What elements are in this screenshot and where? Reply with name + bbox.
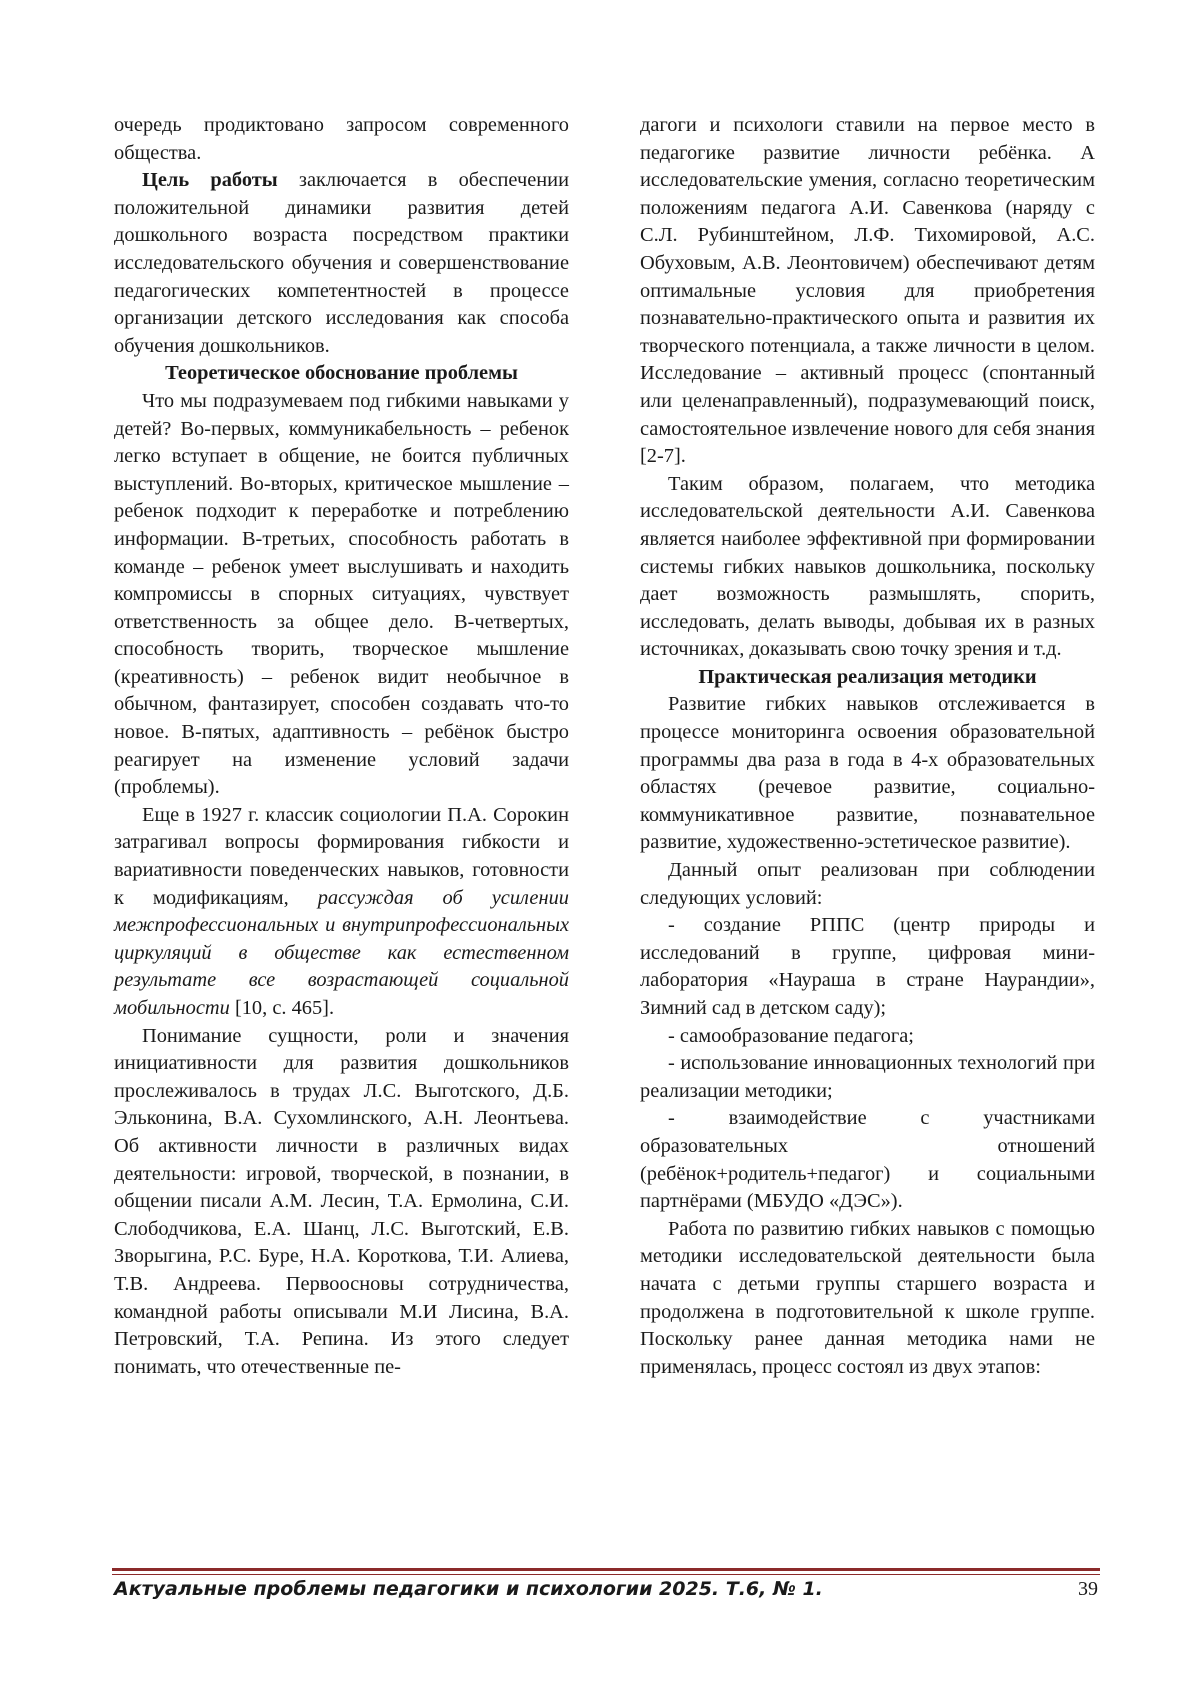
footer-rule-thick <box>112 1568 1100 1571</box>
sorokin-text-start: Еще в 1927 г. классик социологии П.А. Сорокин затрагивал вопросы формирования гибкости и вариативности поведенческих навыков, готовности к модификациям, <box>114 803 569 909</box>
paragraph: Таким образом, полагаем, что методика исследовательской деятельности А.И. Савенкова является наиболее эффективной при формировании системы гибких навыков дошкольника, поскольку дает возможность размышлять, спорить, исследовать, делать выводы, добывая их в разных источниках, доказывать свою точку зрения и т.д. <box>640 472 1095 661</box>
paragraph: очередь продиктовано запросом современного общества. <box>114 114 569 164</box>
list-item: - самообразование педагога; <box>668 1024 914 1047</box>
paragraph: Понимание сущности, роли и значения инициативности для развития дошкольников прослеживалось в трудах Л.С. Выготского, Д.Б. Эльконина, В.А. Сухомлинского, А.Н. Леонтьева. Об активности личности в различных видах деятельности: игровой, творческой, в познании, в общении писали А.М. Лесин, Т.А. Ермолина, С.И. Слободчикова, Е.А. Шанц, Л.С. Выготский, Е.В. Зворыгина, Р.С. Буре, Н.А. Короткова, Т.И. Алиева, Т.В. Андреева. Первоосновы сотрудничества, командной работы описывали М.И Лисина, В.А. Петровский, Т.А. Репина. Из этого следует понимать, что отечественные пе- <box>114 1024 569 1378</box>
list-item: - взаимодействие с участниками образовательных отношений (ребёнок+родитель+педагог) и социальными партнёрами (МБУДО «ДЭС»). <box>640 1107 1095 1213</box>
paragraph: Данный опыт реализован при соблюдении следующих условий: <box>640 859 1095 909</box>
footer-rule-thin <box>112 1574 1100 1575</box>
sorokin-paragraph <box>114 802 569 1023</box>
journal-title: Актуальные проблемы педагогики и психологии 2025. Т.6, № 1. <box>114 1578 823 1600</box>
left-column <box>114 112 569 1381</box>
list-item: - использование инновационных технологий при реализации методики; <box>640 1052 1095 1102</box>
goal-text: заключается в обеспечении положительной динамики развития детей дошкольного возраста посредством практики исследовательского обучения и совершенствование педагогических компетентностей в процессе организации детского исследования как способа обучения дошкольников. <box>114 169 569 357</box>
sorokin-quote: рассуждая об усилении межпрофессиональных и внутрипрофессиональных циркуляций в обществе как естественном результате все возрастающей социальной мобильности <box>114 886 569 1019</box>
list-item: - создание РППС (центр природы и исследований в группе, цифровая мини-лаборатория «Наураша в стране Наурандии», Зимний сад в детском саду); <box>640 914 1095 1019</box>
goal-paragraph <box>114 167 569 360</box>
paragraph: дагоги и психологи ставили на первое место в педагогике развитие личности ребёнка. А исследовательские умения, согласно теоретическим положениям педагога А.И. Савенкова (наряду с С.Л. Рубинштейном, Л.Ф. Тихомировой, А.С. Обуховым, А.В. Леонтовичем) обеспечивают детям оптимальные условия для приобретения познавательно-практического опыта и развития их творческого потенциала, а также личности в целом. Исследование – активный процесс (спонтанный или целенаправленный), подразумевающий поиск, самостоятельное извлечение нового для себя знания [2-7]. <box>640 114 1095 468</box>
right-column <box>640 112 1095 1381</box>
paragraph: Работа по развитию гибких навыков с помощью методики исследовательской деятельности была начата с детьми группы старшего возраста и продолжена в подготовительной к школе группе. Поскольку ранее данная методика нами не применялась, процесс состоял из двух этапов: <box>640 1217 1095 1378</box>
sorokin-citation: [10, с. 465]. <box>229 997 335 1019</box>
page-number: 39 <box>1078 1578 1098 1600</box>
goal-label: Цель работы <box>142 169 278 192</box>
paragraph: Развитие гибких навыков отслеживается в процессе мониторинга освоения образовательной программы два раза в года в 4-х образовательных областях (речевое развитие, социально-коммуникативное развитие, познавательное развитие, художественно-эстетическое развитие). <box>640 693 1095 854</box>
section-heading: Теоретическое обоснование проблемы <box>165 362 518 385</box>
section-heading: Практическая реализация методики <box>698 665 1037 688</box>
paragraph: Что мы подразумеваем под гибкими навыками у детей? Во-первых, коммуникабельность – ребенок легко вступает в общение, не боится публичных выступлений. Во-вторых, критическое мышление – ребенок подходит к переработке и потреблению информации. В-третьих, способность работать в команде – ребенок умеет выслушивать и находить компромиссы в спорных ситуациях, чувствует ответственность за общее дело. В-четвертых, способность творить, творческое мышление (креативность) – ребенок видит необычное в обычном, фантазирует, способен создавать что-то новое. В-пятых, адаптивность – ребёнок быстро реагирует на изменение условий задачи (проблемы). <box>114 389 569 799</box>
